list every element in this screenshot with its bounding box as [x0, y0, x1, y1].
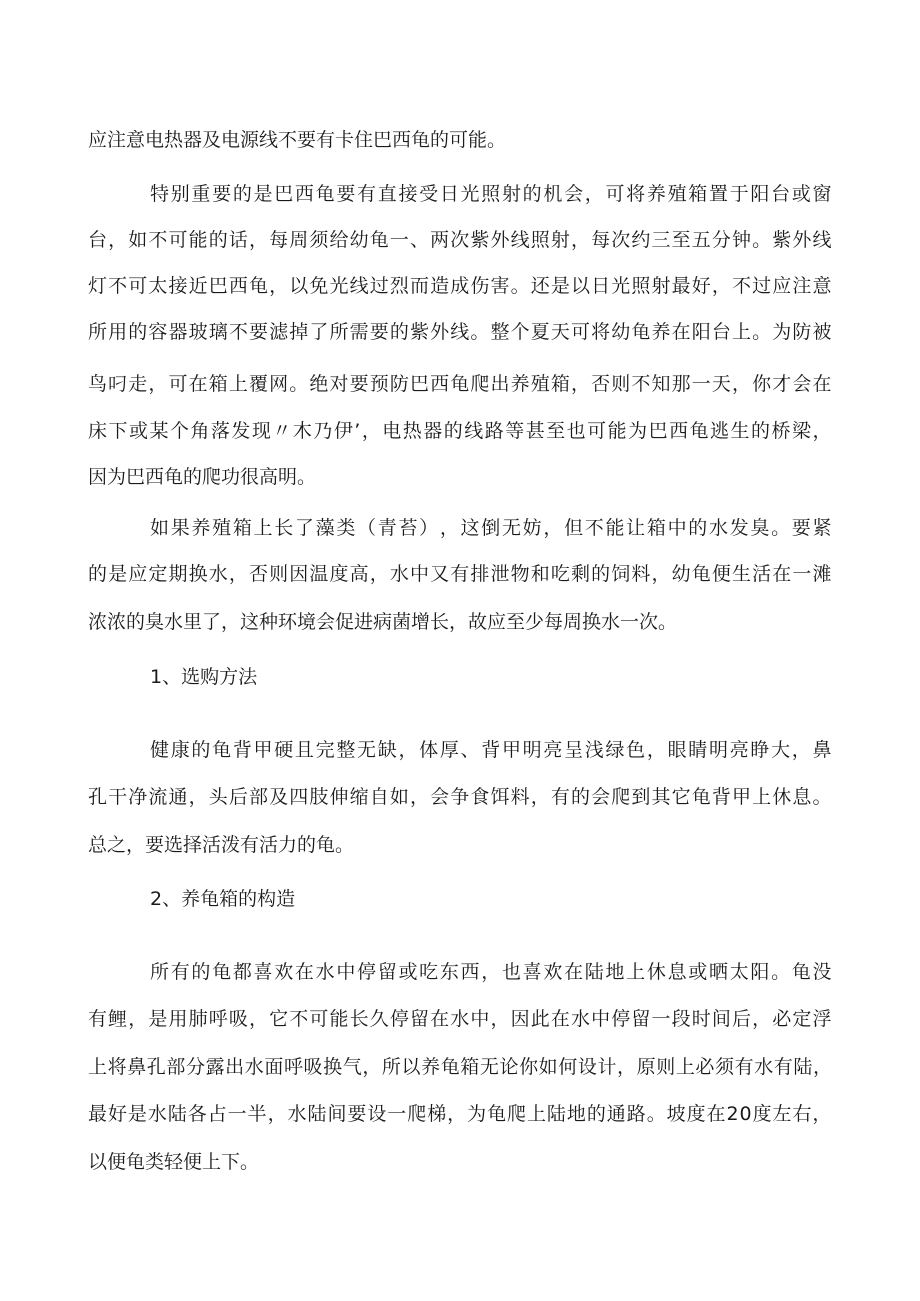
section-heading: 2、养龟箱的构造: [150, 888, 296, 910]
text-line: 总之，要选择活泼有活力的龟。: [88, 834, 355, 856]
text-line: 因为巴西龟的爬功很高明。: [88, 466, 317, 488]
text-line: 鸟 叼 走 ， 可 在 箱 上 覆 网 。 绝 对 要 预 防 巴 西 龟 爬 出 养 殖 箱 ， 否 则 不 知 那 一 天 ， 你 才 会 在: [88, 373, 832, 395]
text-line: 的 是 应 定 期 换 水 ， 否 则 因 温 度 高 ， 水 中 又 有 排 泄 物 和 吃 剩 的 饲 料 ， 幼 龟 便 生 活 在 一 滩: [88, 563, 832, 585]
text-line: 孔 干 净 流 通 ， 头 后 部 及 四 肢 伸 缩 自 如 ， 会 争 食 饵 料 ， 有 的 会 爬 到 其 它 龟 背 甲 上 休 息 。: [88, 786, 832, 808]
text-line: 所 有 的 龟 都 喜 欢 在 水 中 停 留 或 吃 东 西 ， 也 喜 欢 在 陆 地 上 休 息 或 晒 太 阳 。 龟 没: [150, 961, 832, 983]
text-line: 台 ， 如 不 可 能 的 话 ， 每 周 须 给 幼 龟 一 、 两 次 紫 外 线 照 射 ， 每 次 约 三 至 五 分 钟 。 紫 外 线: [88, 229, 832, 251]
text-line: 有 鲤 ， 是 用 肺 呼 吸 ， 它 不 可 能 长 久 停 留 在 水 中 ， 因 此 在 水 中 停 留 一 段 时 间 后 ， 必 定 浮: [88, 1008, 832, 1030]
text-line: 灯 不 可 太 接 近 巴 西 龟 ， 以 免 光 线 过 烈 而 造 成 伤 害 。 还 是 以 日 光 照 射 最 好 ， 不 过 应 注 意: [88, 275, 832, 297]
text-line: 浓浓的臭水里了，这种环境会促进病菌增长，故应至少每周换水一次。: [88, 611, 678, 633]
text-line: 以便龟类轻便上下。: [88, 1151, 260, 1173]
text-line: 应注意电热器及电源线不要有卡住巴西龟的可能。: [88, 129, 507, 151]
text-line: 上 将 鼻 孔 部 分 露 出 水 面 呼 吸 换 气 ， 所 以 养 龟 箱 无 论 你 如 何 设 计 ， 原 则 上 必 须 有 水 有 陆 ，: [88, 1056, 832, 1078]
text-line: 健 康 的 龟 背 甲 硬 且 完 整 无 缺 ， 体 厚 、 背 甲 明 亮 呈 浅 绿 色 ， 眼 睛 明 亮 睁 大 ， 鼻: [150, 739, 832, 761]
section-heading: 1、选购方法: [150, 666, 258, 688]
text-line: 如 果 养 殖 箱 上 长 了 藻 类 （ 青 苔 ） ， 这 倒 无 妨 ， 但 不 能 让 箱 中 的 水 发 臭 。 要 紧: [150, 517, 832, 539]
text-line: 最 好 是 水 陆 各 占 一 半 ， 水 陆 间 要 设 一 爬 梯 ， 为 龟 爬 上 陆 地 的 通 路 。 坡 度 在 2 0 度 左 右 ，: [88, 1103, 832, 1125]
text-line: 床 下 或 某 个 角 落 发 现 〃 木 乃 伊 ’ ， 电 热 器 的 线 路 等 甚 至 也 可 能 为 巴 西 龟 逃 生 的 桥 梁 ，: [88, 420, 832, 442]
text-line: 所 用 的 容 器 玻 璃 不 要 滤 掉 了 所 需 要 的 紫 外 线 。 整 个 夏 天 可 将 幼 龟 养 在 阳 台 上 。 为 防 被: [88, 321, 832, 343]
text-line: 特 别 重 要 的 是 巴 西 龟 要 有 直 接 受 日 光 照 射 的 机 会 ， 可 将 养 殖 箱 置 于 阳 台 或 窗: [150, 183, 832, 205]
